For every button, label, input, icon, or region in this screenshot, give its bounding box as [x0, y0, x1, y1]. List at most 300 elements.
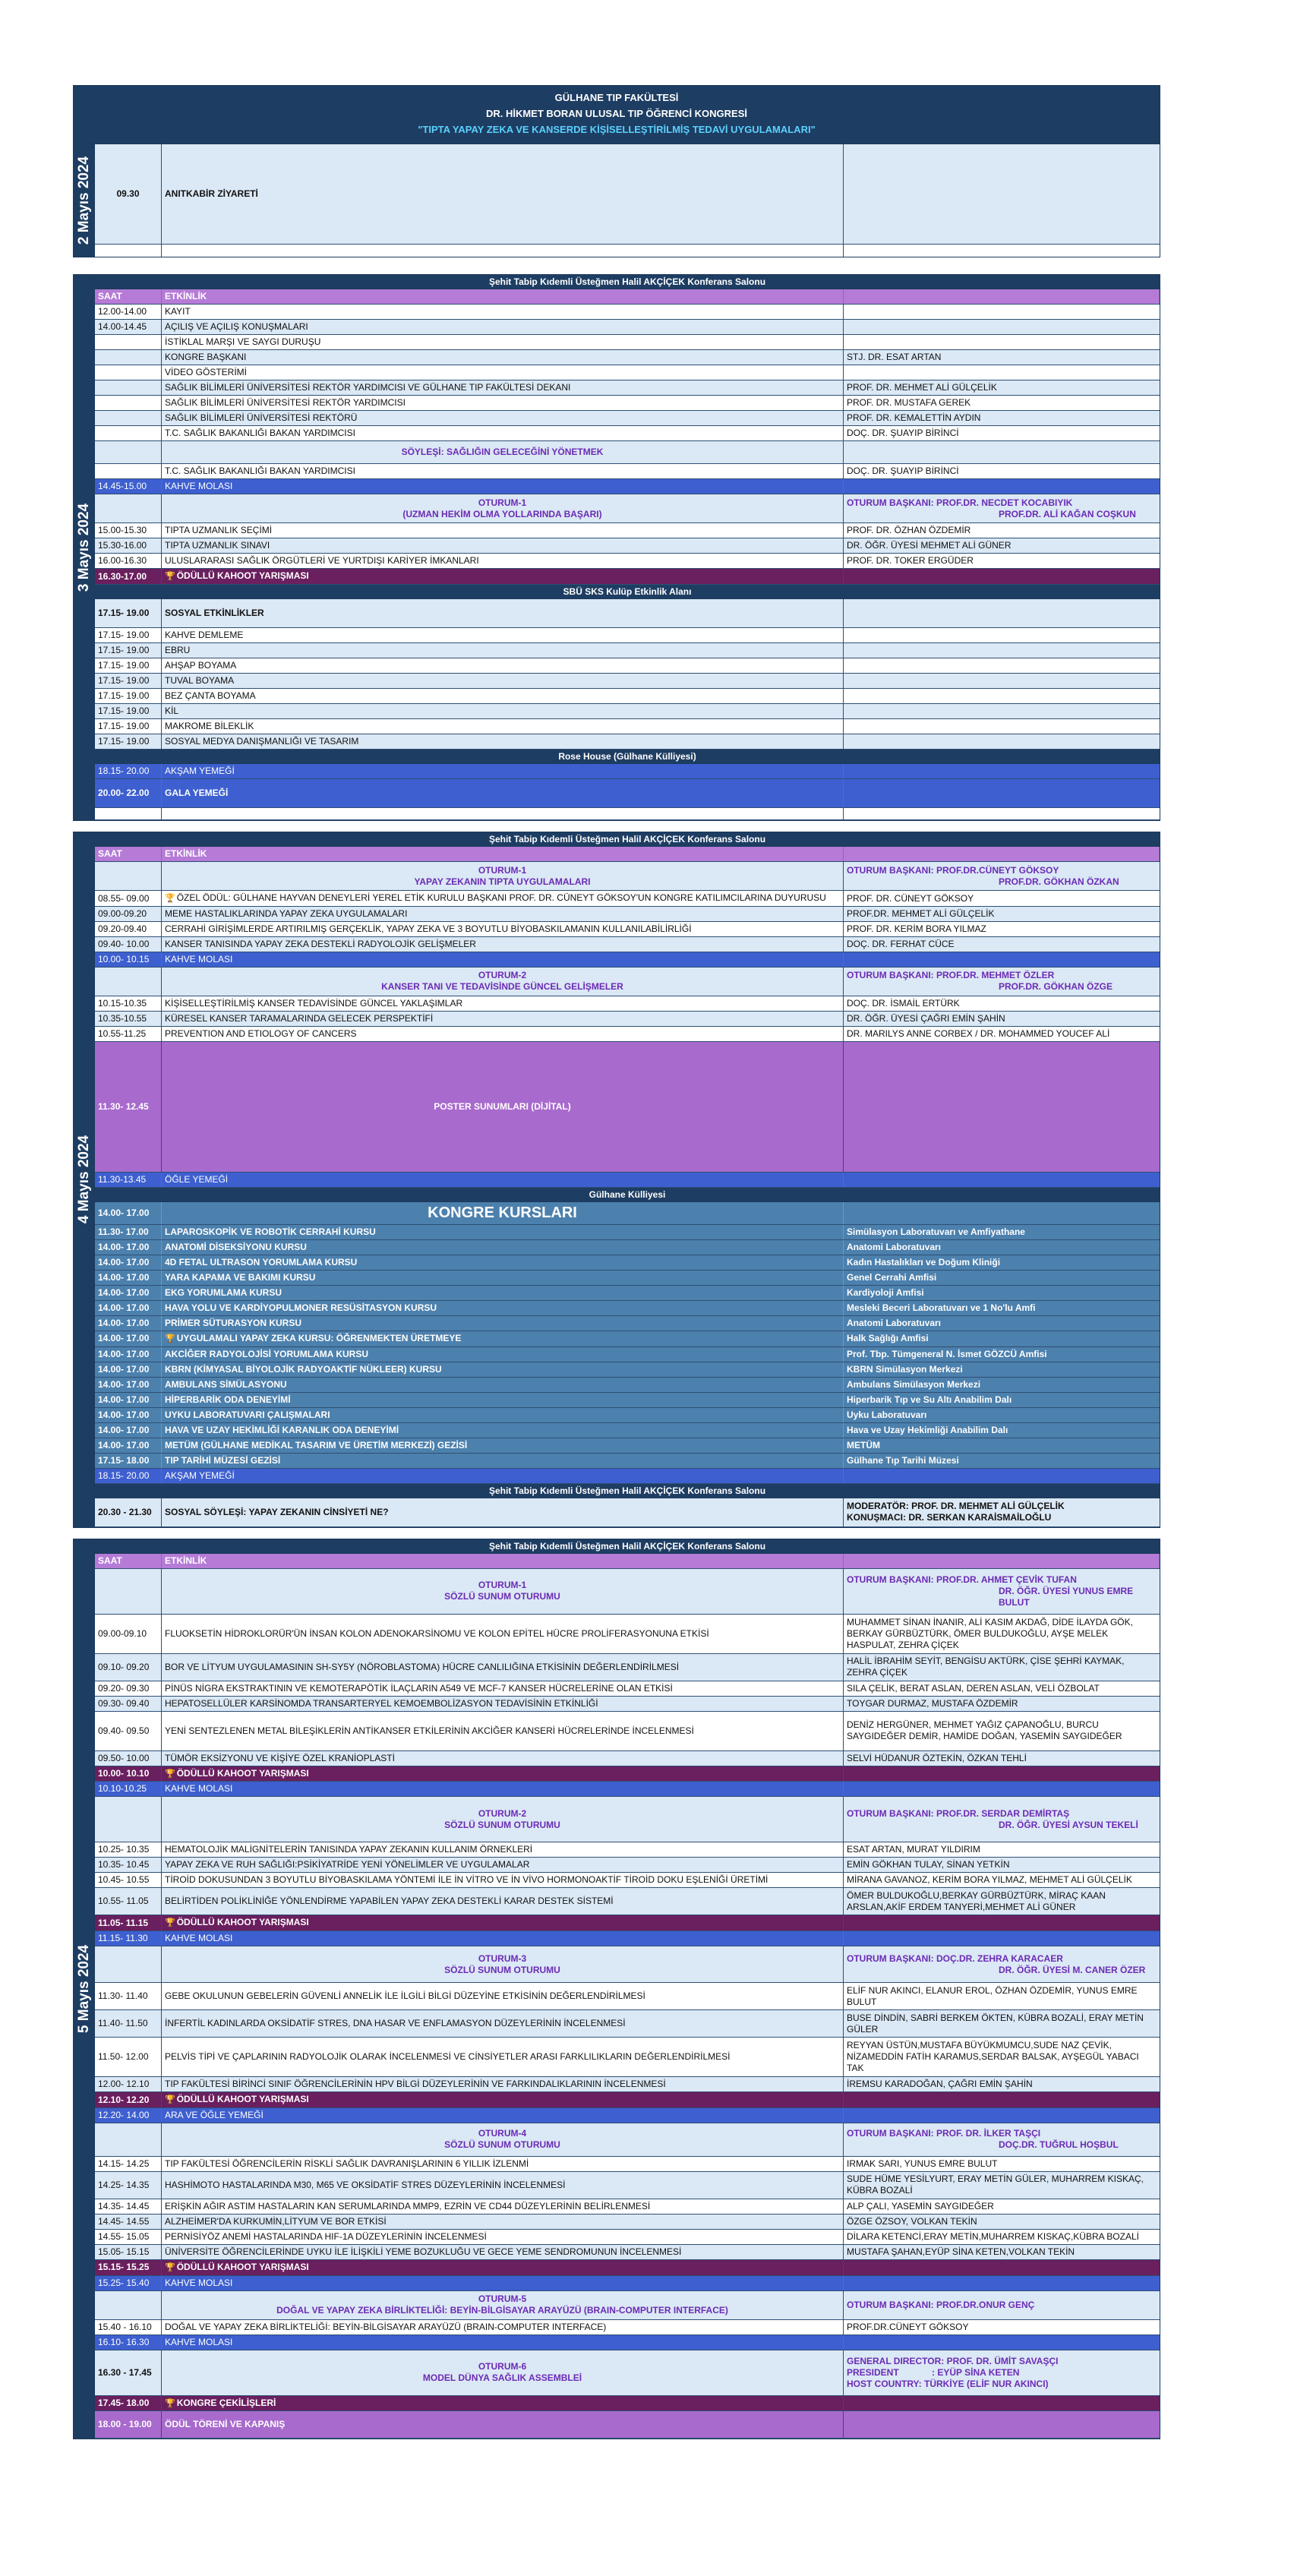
- speaker-cell: Kadın Hastalıkları ve Doğum Kliniği: [847, 1256, 1001, 1267]
- time-cell: 17.15- 19.00: [95, 689, 162, 703]
- session-chairs: GENERAL DIRECTOR: PROF. DR. ÜMİT SAVAŞÇI PRESIDENT : EYÜP SİNA KETEN HOST COUNTRY: TÜRKİYE (ELİF NUR AKINCI): [847, 2355, 1059, 2389]
- session-header: [95, 494, 1160, 523]
- table-row: [95, 891, 1160, 907]
- course-row: [95, 1271, 1160, 1286]
- hall-title: Şehit Tabip Kıdemli Üsteğmen Halil AKÇİÇEK Konferans Salonu: [95, 1539, 1160, 1554]
- event-cell: YENİ SENTEZLENEN METAL BİLEŞİKLERİN ANTİKANSER ETKİLERİNİN AKCİĞER KANSERİ HÜCRELERİNDE İNCELENMESİ: [162, 1712, 844, 1750]
- speaker-cell: Uyku Laboratuvarı: [847, 1409, 927, 1420]
- table-row: [95, 1751, 1160, 1766]
- time-cell: 11.40- 11.50: [95, 2010, 162, 2037]
- event-cell: ÜNİVERSİTE ÖĞRENCİLERİNDE UYKU İLE İLİŞKİLİ YEME BOZUKLUĞU VE GECE YEME SENDROMUNUN İNCELENMESİ: [162, 2245, 844, 2259]
- speaker-cell: [844, 1554, 1160, 1568]
- speaker-cell: [844, 658, 1160, 673]
- table-row: [95, 396, 1160, 411]
- course-row: [95, 1225, 1160, 1240]
- prize-row: 10.00- 10.10 🏆 ÖDÜLLÜ KAHOOT YARIŞMASI: [95, 1766, 1160, 1782]
- session-chairs: OTURUM BAŞKANI: PROF.DR. MEHMET ÖZLER PROF.DR. GÖKHAN ÖZGE: [847, 970, 1113, 993]
- time-cell: [95, 464, 162, 478]
- table-row: [95, 2077, 1160, 2092]
- event-cell: KAHVE MOLASI: [162, 2335, 844, 2350]
- event-cell: HEPATOSELLÜLER KARSİNOMDA TRANSARTERYEL KEMOEMBOLİZASYON TEDAVİSİNİN ETKİNLİĞİ: [162, 1697, 844, 1711]
- trophy-icon: 🏆: [165, 1918, 175, 1928]
- event-cell: DOĞAL VE YAPAY ZEKA BİRLİKTELİĞİ: BEYİN-BİLGİSAYAR ARAYÜZÜ (BRAIN-COMPUTER INTERFACE): [162, 2320, 844, 2334]
- speaker-cell: PROF. DR. CÜNEYT GÖKSOY: [847, 892, 974, 904]
- table-row: [95, 538, 1160, 554]
- hall-title: Şehit Tabip Kıdemli Üsteğmen Halil AKÇİÇEK Konferans Salonu: [95, 832, 1160, 847]
- event-cell: TIP FAKÜLTESİ ÖĞRENCİLERİN RİSKLİ SAĞLIK DAVRANIŞLARININ 6 YILLIK İZLENMİ: [162, 2157, 844, 2171]
- speaker-cell: Simülasyon Laboratuvarı ve Amfiyathane: [847, 1226, 1025, 1237]
- time-cell: 14.00- 17.00: [95, 1393, 162, 1407]
- time-cell: 12.20- 14.00: [95, 2108, 162, 2123]
- event-cell: SAĞLIK BİLİMLERİ ÜNİVERSİTESİ REKTÖRÜ: [162, 411, 844, 425]
- speaker-cell: [844, 1042, 1160, 1172]
- time-cell: 11.30- 12.45: [95, 1042, 162, 1172]
- time-cell: 09.50- 10.00: [95, 1751, 162, 1766]
- time-cell: 16.00-16.30: [95, 554, 162, 568]
- speaker-cell: [844, 1931, 1160, 1946]
- time-cell: 14.55- 15.05: [95, 2230, 162, 2244]
- time-cell: 17.15- 19.00: [95, 658, 162, 673]
- event-cell: KONGRE BAŞKANI: [162, 350, 844, 365]
- event-cell: GEBE OKULUNUN GEBELERİN GÜVENLİ ANNELİK İLE İLGİLİ BİLGİ DÜZEYİNE ETKİSİNİN DEĞERLENDİRİLMESİ: [162, 1983, 844, 2009]
- speaker-cell: DOÇ. DR. İSMAİL ERTÜRK: [847, 997, 960, 1009]
- event-cell: ALZHEİMER'DA KURKUMİN,LİTYUM VE BOR ETKİSİ: [162, 2215, 844, 2229]
- event-cell: TIP TARİHİ MÜZESİ GEZİSİ: [162, 1454, 844, 1468]
- time-cell: 17.15- 19.00: [95, 674, 162, 688]
- speaker-cell: HALİL İBRAHİM SEYİT, BENGİSU AKTÜRK, ÇİSE ŞEHRİ KAYMAK, ZEHRA ÇİÇEK: [847, 1656, 1125, 1678]
- speaker-cell: Kardiyoloji Amfisi: [847, 1286, 924, 1298]
- event-cell: AÇILIŞ VE AÇILIŞ KONUŞMALARI: [162, 320, 844, 334]
- event-cell: CERRAHİ GİRİŞİMLERDE ARTIRILMIŞ GERÇEKLİK, YAPAY ZEKA VE 3 BOYUTLU BİYOBASKILAMANIN KULLANILABİLİRLİĞİ: [162, 922, 844, 936]
- event-cell: HAVA YOLU VE KARDİYOPULMONER RESÜSİTASYON KURSU: [162, 1301, 844, 1315]
- speaker-cell: TOYGAR DURMAZ, MUSTAFA ÖZDEMİR: [847, 1697, 1018, 1709]
- speaker-cell: Gülhane Tıp Tarihi Müzesi: [847, 1454, 959, 1466]
- time-cell: 09.30- 09.40: [95, 1697, 162, 1711]
- event-cell: KAHVE MOLASI: [162, 1931, 844, 1946]
- event-cell: İSTİKLAL MARŞI VE SAYGI DURUŞU: [162, 335, 844, 349]
- speaker-cell: [844, 320, 1160, 334]
- time-cell: 10.35- 10.45: [95, 1858, 162, 1872]
- time-cell: [95, 426, 162, 440]
- event-cell: BELİRTİDEN POLİKLİNİĞE YÖNLENDİRME YAPABİLEN YAPAY ZEKA DESTEKLİ KARAR DESTEK SİSTEMİ: [162, 1888, 844, 1915]
- speaker-cell: ÖMER BULDUKOĞLU,BERKAY GÜRBÜZTÜRK, MİRAÇ KAAN ARSLAN,AKİF ERDEM TANYERİ,MEHMET ALİ GÜNER: [847, 1889, 1106, 1912]
- speaker-cell: Anatomi Laboratuvarı: [847, 1317, 942, 1328]
- course-row: [95, 1240, 1160, 1255]
- table-row: [95, 1654, 1160, 1681]
- event-cell: EBRU: [162, 643, 844, 658]
- table-row: [95, 380, 1160, 396]
- table-row: [95, 1012, 1160, 1027]
- event-cell: SAĞLIK BİLİMLERİ ÜNİVERSİTESİ REKTÖR YARDIMCISI: [162, 396, 844, 410]
- talk-row: 20.30 - 21.30 SOSYAL SÖYLEŞİ: YAPAY ZEKANIN CİNSİYETİ NE? MODERATÖR: PROF. DR. MEHMET ALİ GÜLÇELİK KONUŞMACI: DR. SERKAN KARAİSMAİLOĞLU: [95, 1498, 1160, 1527]
- prize-row: 12.10- 12.20 🏆 ÖDÜLLÜ KAHOOT YARIŞMASI: [95, 2092, 1160, 2108]
- trophy-icon: 🏆: [165, 894, 175, 904]
- speaker-cell: ÖZGE ÖZSOY, VOLKAN TEKİN: [847, 2215, 977, 2227]
- table-row: [95, 2157, 1160, 2172]
- event-cell: MAKROME BİLEKLİK: [162, 719, 844, 734]
- time-cell: 14.45- 14.55: [95, 2215, 162, 2229]
- session-header: [95, 2123, 1160, 2157]
- time-cell: 14.00- 17.00: [95, 1240, 162, 1255]
- speaker-cell: DİLARA KETENCİ,ERAY METİN,MUHARREM KISKAÇ,KÜBRA BOZALİ: [847, 2230, 1139, 2242]
- speaker-cell: [844, 764, 1160, 778]
- time-cell: SAAT: [95, 289, 162, 304]
- break-row: [95, 2335, 1160, 2350]
- speaker-cell: [844, 779, 1160, 807]
- table-row: [95, 523, 1160, 538]
- table-row: [95, 1888, 1160, 1915]
- table-row: [95, 2245, 1160, 2260]
- event-cell: ETKİNLİK: [162, 847, 844, 861]
- event-cell: ANATOMİ DİSEKSİYONU KURSU: [162, 1240, 844, 1255]
- session-chairs: OTURUM BAŞKANI: PROF.DR. NECDET KOCABIYIK PROF.DR. ALİ KAĞAN COŞKUN: [847, 497, 1136, 519]
- day-block-5-may: [73, 1539, 1160, 2440]
- day-block-4-may: [73, 832, 1160, 1528]
- event-cell: HEMATOLOJİK MALİGNİTELERİN TANISINDA YAPAY ZEKANIN KULLANIM ÖRNEKLERİ: [162, 1842, 844, 1857]
- course-row: [95, 1347, 1160, 1362]
- event-cell: ARA VE ÖĞLE YEMEĞİ: [162, 2108, 844, 2123]
- speaker-cell: [844, 1469, 1160, 1483]
- time-cell: 14.00- 17.00: [95, 1331, 162, 1346]
- hall-title: Şehit Tabip Kıdemli Üsteğmen Halil AKÇİÇEK Konferans Salonu: [95, 1484, 1160, 1498]
- day-label: 2 Mayıs 2024: [74, 144, 95, 257]
- table-row: [95, 1842, 1160, 1858]
- course-row: [95, 1301, 1160, 1316]
- time-cell: 09.00-09.10: [95, 1615, 162, 1653]
- event-cell: EKG YORUMLAMA KURSU: [162, 1286, 844, 1300]
- time-cell: [95, 808, 162, 819]
- speaker-cell: PROF.DR.CÜNEYT GÖKSOY: [847, 2321, 969, 2332]
- time-cell: SAAT: [95, 847, 162, 861]
- time-cell: 11.30- 11.40: [95, 1983, 162, 2009]
- event-cell: SOSYAL MEDYA DANIŞMANLIĞI VE TASARIM: [162, 734, 844, 749]
- speaker-cell: [844, 1173, 1160, 1187]
- break-row: [95, 952, 1160, 968]
- course-row: [95, 1362, 1160, 1378]
- time-cell: 11.15- 11.30: [95, 1931, 162, 1946]
- break-row: [95, 1173, 1160, 1188]
- time-cell: 14.00- 17.00: [95, 1378, 162, 1392]
- time-cell: 18.15- 20.00: [95, 1469, 162, 1483]
- time-cell: 14.00- 17.00: [95, 1271, 162, 1285]
- session-header: [95, 1946, 1160, 1983]
- course-row: [95, 1438, 1160, 1454]
- event-cell: ERİŞKİN AĞIR ASTIM HASTALARIN KAN SERUMLARINDA MMP9, EZRİN VE CD44 DÜZEYLERİNİN BELİRLENMESİ: [162, 2199, 844, 2214]
- speaker-cell: MİRANA GAVANOZ, KERİM BORA YILMAZ, MEHMET ALİ GÜLÇELİK: [847, 1874, 1132, 1886]
- time-cell: 15.00-15.30: [95, 523, 162, 538]
- speaker-cell: [844, 2411, 1160, 2438]
- event-cell: 🏆 ÖZEL ÖDÜL: GÜLHANE HAYVAN DENEYLERİ YEREL ETİK KURULU BAŞKANI PROF. DR. CÜNEYT GÖKSOY'UN KONGRE KATILIMCILARINA DUYURUSU: [162, 891, 844, 906]
- day-block-3-may: [73, 274, 1160, 821]
- table-row: [95, 937, 1160, 952]
- speaker-cell: Genel Cerrahi Amfisi: [847, 1271, 937, 1283]
- speaker-cell: [844, 289, 1160, 304]
- table-row: [95, 2215, 1160, 2230]
- event-cell: METÜM (GÜLHANE MEDİKAL TASARIM VE ÜRETİM MERKEZİ) GEZİSİ: [162, 1438, 844, 1453]
- event-cell: KAHVE DEMLEME: [162, 628, 844, 642]
- day-label: 4 Mayıs 2024: [74, 832, 95, 1527]
- event-cell: KAHVE MOLASI: [162, 952, 844, 967]
- time-cell: 10.10-10.25: [95, 1782, 162, 1796]
- course-row: [95, 1423, 1160, 1438]
- session-chairs: OTURUM BAŞKANI: PROF.DR. AHMET ÇEVİK TUFAN DR. ÖĞR. ÜYESİ YUNUS EMRE BULUT: [847, 1574, 1134, 1608]
- time-cell: 10.55- 11.05: [95, 1888, 162, 1915]
- time-cell: 10.55-11.25: [95, 1027, 162, 1041]
- event-cell: AMBULANS SİMÜLASYONU: [162, 1378, 844, 1392]
- table-row: [95, 674, 1160, 689]
- table-row: [95, 2010, 1160, 2038]
- table-row: [95, 658, 1160, 674]
- speaker-cell: METÜM: [847, 1439, 880, 1451]
- break-row: [95, 1931, 1160, 1946]
- speaker-cell: PROF. DR. ÖZHAN ÖZDEMİR: [847, 525, 971, 536]
- event-cell: AKCİĞER RADYOLOJİSİ YORUMLAMA KURSU: [162, 1347, 844, 1362]
- column-header: [95, 1554, 1160, 1569]
- event-cell: AKŞAM YEMEĞİ: [162, 1469, 844, 1483]
- speaker-cell: Mesleki Beceri Laboratuvarı ve 1 No'lu Amfi: [847, 1302, 1036, 1313]
- event-cell: 🏆 UYGULAMALI YAPAY ZEKA KURSU: ÖĞRENMEKTEN ÜRETMEYE: [162, 1331, 844, 1346]
- time-cell: 18.15- 20.00: [95, 764, 162, 778]
- speaker-cell: [844, 952, 1160, 967]
- time-cell: 10.45- 10.55: [95, 1873, 162, 1887]
- table-row: [95, 808, 1160, 820]
- trophy-icon: 🏆: [165, 572, 175, 582]
- table-row: [95, 2320, 1160, 2335]
- speaker-cell: ESAT ARTAN, MURAT YILDIRIM: [847, 1844, 980, 1855]
- event-cell: PELVİS TİPİ VE ÇAPLARININ RADYOLOJİK OLARAK İNCELENMESİ VE CİNSİYETLER ARASI FARKLILIKLARIN DEĞERLENDİRİLMESİ: [162, 2038, 844, 2076]
- time-cell: 14.00- 17.00: [95, 1362, 162, 1377]
- table-row: [95, 2230, 1160, 2245]
- time-cell: 14.00- 17.00: [95, 1347, 162, 1362]
- speaker-cell: PROF. DR. KEMALETTİN AYDIN: [847, 412, 981, 424]
- session-title: OTURUM-2 KANSER TANI VE TEDAVİSİNDE GÜNCEL GELİŞMELER: [162, 968, 844, 996]
- time-cell: 09.40- 09.50: [95, 1712, 162, 1750]
- table-row: [95, 464, 1160, 479]
- time-cell: 09.20-09.40: [95, 922, 162, 936]
- speaker-cell: SELVİ HÜDANUR ÖZTEKİN, ÖZKAN TEHLİ: [847, 1752, 1027, 1763]
- speaker-cell: IRMAK SARI, YUNUS EMRE BULUT: [847, 2158, 998, 2169]
- speaker-cell: [844, 365, 1160, 380]
- break-row: [95, 779, 1160, 808]
- speaker-cell: Anatomi Laboratuvarı: [847, 1241, 942, 1252]
- time-cell: 14.00-14.45: [95, 320, 162, 334]
- prize-row: 11.05- 11.15 🏆 ÖDÜLLÜ KAHOOT YARIŞMASI: [95, 1915, 1160, 1931]
- time-cell: 11.50- 12.00: [95, 2038, 162, 2076]
- session-title: OTURUM-4 SÖZLÜ SUNUM OTURUMU: [162, 2123, 844, 2156]
- event-cell: FLUOKSETİN HİDROKLORÜR'ÜN İNSAN KOLON ADENOKARSİNOMU VE KOLON EPİTEL HÜCRE PROLİFERASYONUNA ETKİSİ: [162, 1615, 844, 1653]
- time-cell: 10.00- 10.15: [95, 952, 162, 967]
- time-cell: 11.30- 17.00: [95, 1225, 162, 1239]
- column-header: [95, 289, 1160, 305]
- event-cell: ULUSLARARASI SAĞLIK ÖRGÜTLERİ VE YURTDIŞI KARİYER İMKANLARI: [162, 554, 844, 568]
- time-cell: 14.00- 17.00: [95, 1255, 162, 1270]
- session-chairs: OTURUM BAŞKANI: PROF.DR.CÜNEYT GÖKSOY PROF.DR. GÖKHAN ÖZKAN: [847, 864, 1119, 887]
- time-cell: 17.15- 19.00: [95, 719, 162, 734]
- event-cell: ETKİNLİK: [162, 1554, 844, 1568]
- speaker-cell: DR. MARILYS ANNE CORBEX / DR. MOHAMMED YOUCEF ALİ: [847, 1028, 1110, 1039]
- break-row: [95, 479, 1160, 494]
- speaker-cell: MUHAMMET SİNAN İNANIR, ALİ KASIM AKDAĞ, DİDE İLAYDA GÖK, BERKAY GÜRBÜZTÜRK, ÖMER BULDUKOĞLU, AYŞE MELEK HASPULAT, ZEHRA ÇİÇEK: [847, 1616, 1133, 1650]
- break-row: [95, 2276, 1160, 2291]
- table-row: [95, 628, 1160, 643]
- speaker-cell: MUSTAFA ŞAHAN,EYÜP SİNA KETEN,VOLKAN TEKİN: [847, 2246, 1075, 2257]
- time-cell: [95, 380, 162, 395]
- table-row: [95, 1873, 1160, 1888]
- time-cell: [95, 365, 162, 380]
- session-chairs: OTURUM BAŞKANI: PROF.DR. SERDAR DEMİRTAŞ DR. ÖĞR. ÜYESİ AYSUN TEKELİ: [847, 1807, 1138, 1830]
- event-cell: KBRN (KİMYASAL BİYOLOJİK RADYOAKTİF NÜKLEER) KURSU: [162, 1362, 844, 1377]
- course-row: [95, 1378, 1160, 1393]
- course-header: 14.00- 17.00 KONGRE KURSLARI: [95, 1202, 1160, 1225]
- session-header: [95, 1797, 1160, 1842]
- speaker-cell: [844, 689, 1160, 703]
- table-row: [95, 996, 1160, 1012]
- event-cell: KAYIT: [162, 305, 844, 319]
- time-cell: 17.15- 19.00: [95, 643, 162, 658]
- event-cell: HASHİMOTO HASTALARINDA M30, M65 VE OKSİDATİF STRES DÜZEYLERİNİN İNCELENMESİ: [162, 2172, 844, 2199]
- time-cell: 12.00-14.00: [95, 305, 162, 319]
- event-cell: ETKİNLİK: [162, 289, 844, 304]
- table-row: [95, 411, 1160, 426]
- event-cell: AHŞAP BOYAMA: [162, 658, 844, 673]
- event-cell: GALA YEMEĞİ: [162, 779, 844, 807]
- time-cell: 14.35- 14.45: [95, 2199, 162, 2214]
- time-cell: 14.00- 17.00: [95, 1316, 162, 1331]
- speaker-cell: KBRN Simülasyon Merkezi: [847, 1363, 963, 1375]
- event-cell: ÖĞLE YEMEĞİ: [162, 1173, 844, 1187]
- time-cell: 09.40- 10.00: [95, 937, 162, 952]
- time-cell: 12.00- 12.10: [95, 2077, 162, 2091]
- speaker-cell: [844, 704, 1160, 718]
- table-row: [95, 1983, 1160, 2010]
- day-label: 5 Mayıs 2024: [74, 1539, 95, 2439]
- session-title: OTURUM-5 DOĞAL VE YAPAY ZEKA BİRLİKTELİĞİ: BEYİN-BİLGİSAYAR ARAYÜZÜ (BRAIN-COMPUTER INTERFACE): [162, 2291, 844, 2319]
- table-row: [95, 2172, 1160, 2199]
- table-row: [95, 907, 1160, 922]
- event-cell: KAHVE MOLASI: [162, 479, 844, 494]
- speaker-cell: PROF. DR. KERİM BORA YILMAZ: [847, 923, 986, 934]
- event-cell: VİDEO GÖSTERİMİ: [162, 365, 844, 380]
- trophy-icon: 🏆: [165, 2095, 175, 2105]
- event-cell: T.C. SAĞLIK BAKANLIĞI BAKAN YARDIMCISI: [162, 464, 844, 478]
- event-cell: SOSYAL ETKİNLİKLER: [162, 599, 844, 627]
- break-row: [95, 2108, 1160, 2123]
- table-row: [95, 1712, 1160, 1751]
- time-cell: 15.25- 15.40: [95, 2276, 162, 2290]
- time-cell: 15.05- 15.15: [95, 2245, 162, 2259]
- program-document: [73, 85, 1160, 2450]
- speaker-cell: DR. ÖĞR. ÜYESİ ÇAĞRI EMİN ŞAHİN: [847, 1012, 1005, 1024]
- session-title: OTURUM-1 SÖZLÜ SUNUM OTURUMU: [162, 1569, 844, 1614]
- table-row: [95, 320, 1160, 335]
- speaker-cell: SILA ÇELİK, BERAT ASLAN, DEREN ASLAN, VELİ ÖZBOLAT: [847, 1682, 1100, 1694]
- table-row: [95, 2038, 1160, 2077]
- time-cell: 09.20- 09.30: [95, 1681, 162, 1696]
- session-title: OTURUM-1 YAPAY ZEKANIN TIPTA UYGULAMALARI: [162, 862, 844, 890]
- session-title: OTURUM-1 (UZMAN HEKİM OLMA YOLLARINDA BAŞARI): [162, 494, 844, 522]
- speaker-cell: EMİN GÖKHAN TULAY, SİNAN YETKİN: [847, 1859, 1010, 1870]
- time-cell: [95, 396, 162, 410]
- speaker-cell: BUSE DİNDİN, SABRİ BERKEM ÖKTEN, KÜBRA BOZALİ, ERAY METİN GÜLER: [847, 2012, 1144, 2035]
- session-chairs: OTURUM BAŞKANI: DOÇ.DR. ZEHRA KARACAER DR. ÖĞR. ÜYESİ M. CANER ÖZER: [847, 1953, 1146, 1975]
- course-row: [95, 1286, 1160, 1301]
- speaker-cell: DOÇ. DR. ŞUAYIP BİRİNCİ: [847, 428, 959, 439]
- hall-title: Rose House (Gülhane Külliyesi): [95, 750, 1160, 764]
- trophy-icon: 🏆: [165, 1769, 175, 1779]
- prize-row: 15.15- 15.25 🏆 ÖDÜLLÜ KAHOOT YARIŞMASI: [95, 2260, 1160, 2276]
- session-title: OTURUM-3 SÖZLÜ SUNUM OTURUMU: [162, 1946, 844, 1982]
- speaker-cell: DR. ÖĞR. ÜYESİ MEHMET ALİ GÜNER: [847, 540, 1012, 551]
- event-cell: PREVENTION AND ETIOLOGY OF CANCERS: [162, 1027, 844, 1041]
- time-cell: 14.00- 17.00: [95, 1286, 162, 1300]
- event-cell: YAPAY ZEKA VE RUH SAĞLIĞI:PSİKİYATRİDE YENİ YÖNELİMLER VE UYGULAMALAR: [162, 1858, 844, 1872]
- event-cell: İNFERTİL KADINLARDA OKSİDATİF STRES, DNA HASAR VE ENFLAMASYON DÜZEYLERİNİN İNCELENMESİ: [162, 2010, 844, 2037]
- congress-header: [73, 85, 1160, 144]
- event-cell: PİNÜS NİGRA EKSTRAKTININ VE KEMOTERAPÖTİK İLAÇLARIN A549 VE MCF-7 KANSER HÜCRELERİNE OLAN ETKİSİ: [162, 1681, 844, 1696]
- session-header: [95, 1569, 1160, 1615]
- time-cell: 16.10- 16.30: [95, 2335, 162, 2350]
- time-cell: 14.45-15.00: [95, 479, 162, 494]
- closing-row: [95, 2411, 1160, 2439]
- speaker-cell: PROF. DR. TOKER ERGÜDER: [847, 555, 974, 567]
- time-cell: 10.25- 10.35: [95, 1842, 162, 1857]
- speaker-cell: İREMSU KARADOĞAN, ÇAĞRI EMİN ŞAHİN: [847, 2079, 1033, 2090]
- speaker-cell: [844, 479, 1160, 494]
- event-cell: TIPTA UZMANLIK SINAVI: [162, 538, 844, 553]
- event-cell: KAHVE MOLASI: [162, 2276, 844, 2290]
- time-cell: 08.55- 09.00: [95, 891, 162, 906]
- speaker-cell: [844, 674, 1160, 688]
- speaker-cell: [844, 643, 1160, 658]
- table-row: [95, 1027, 1160, 1042]
- event-cell: TIP FAKÜLTESİ BİRİNCİ SINIF ÖĞRENCİLERİNİN HPV BİLGİ DÜZEYLERİNİN VE FARKINDALIKLARININ İNCELENMESİ: [162, 2077, 844, 2091]
- table-row: 09.30 ANITKABİR ZİYARETİ: [95, 144, 1160, 245]
- time-cell: [95, 411, 162, 425]
- event-cell: PERNİSİYÖZ ANEMİ HASTALARINDA HIF-1A DÜZEYLERİNİN İNCELENMESİ: [162, 2230, 844, 2244]
- session-chairs: OTURUM BAŞKANI: PROF.DR.ONUR GENÇ: [847, 2299, 1035, 2310]
- event-cell: KANSER TANISINDA YAPAY ZEKA DESTEKLİ RADYOLOJİK GELİŞMELER: [162, 937, 844, 952]
- speaker-cell: STJ. DR. ESAT ARTAN: [847, 352, 942, 363]
- event-cell: BOR VE LİTYUM UYGULAMASININ SH-SY5Y (NÖROBLASTOMA) HÜCRE CANLILIĞINA ETKİSİNİN DEĞERLENDİRİLMESİ: [162, 1654, 844, 1681]
- column-header: [95, 847, 1160, 862]
- event-cell: HİPERBARİK ODA DENEYİMİ: [162, 1393, 844, 1407]
- time-cell: 09.10- 09.20: [95, 1654, 162, 1681]
- poster-row: [95, 1042, 1160, 1173]
- speaker-cell: [844, 1782, 1160, 1796]
- event-cell: TİROİD DOKUSUNDAN 3 BOYUTLU BİYOBASKILAMA YÖNTEMİ İLE İN VİTRO VE İN VİVO HORMONOAKTİF TİROİD DOKU EŞLENİĞİ ÜRETİMİ: [162, 1873, 844, 1887]
- event-cell: KAHVE MOLASI: [162, 1782, 844, 1796]
- speaker-cell: [844, 847, 1160, 861]
- table-row: [95, 1615, 1160, 1654]
- day-label: 3 Mayıs 2024: [74, 275, 95, 820]
- table-row: [95, 350, 1160, 365]
- course-row: [95, 1408, 1160, 1423]
- speaker-cell: [844, 2108, 1160, 2123]
- table-row: [95, 1697, 1160, 1712]
- table-row: [95, 922, 1160, 937]
- table-row: [95, 2199, 1160, 2215]
- event-cell: UYKU LABORATUVARI ÇALIŞMALARI: [162, 1408, 844, 1422]
- time-cell: 10.15-10.35: [95, 996, 162, 1011]
- table-row: [95, 554, 1160, 569]
- speaker-cell: [844, 734, 1160, 749]
- time-cell: 10.35-10.55: [95, 1012, 162, 1026]
- time-cell: 14.15- 14.25: [95, 2157, 162, 2171]
- event-cell: 4D FETAL ULTRASON YORUMLAMA KURSU: [162, 1255, 844, 1270]
- session-header: [95, 862, 1160, 891]
- break-row: [95, 1782, 1160, 1797]
- time-cell: 17.15- 19.00: [95, 704, 162, 718]
